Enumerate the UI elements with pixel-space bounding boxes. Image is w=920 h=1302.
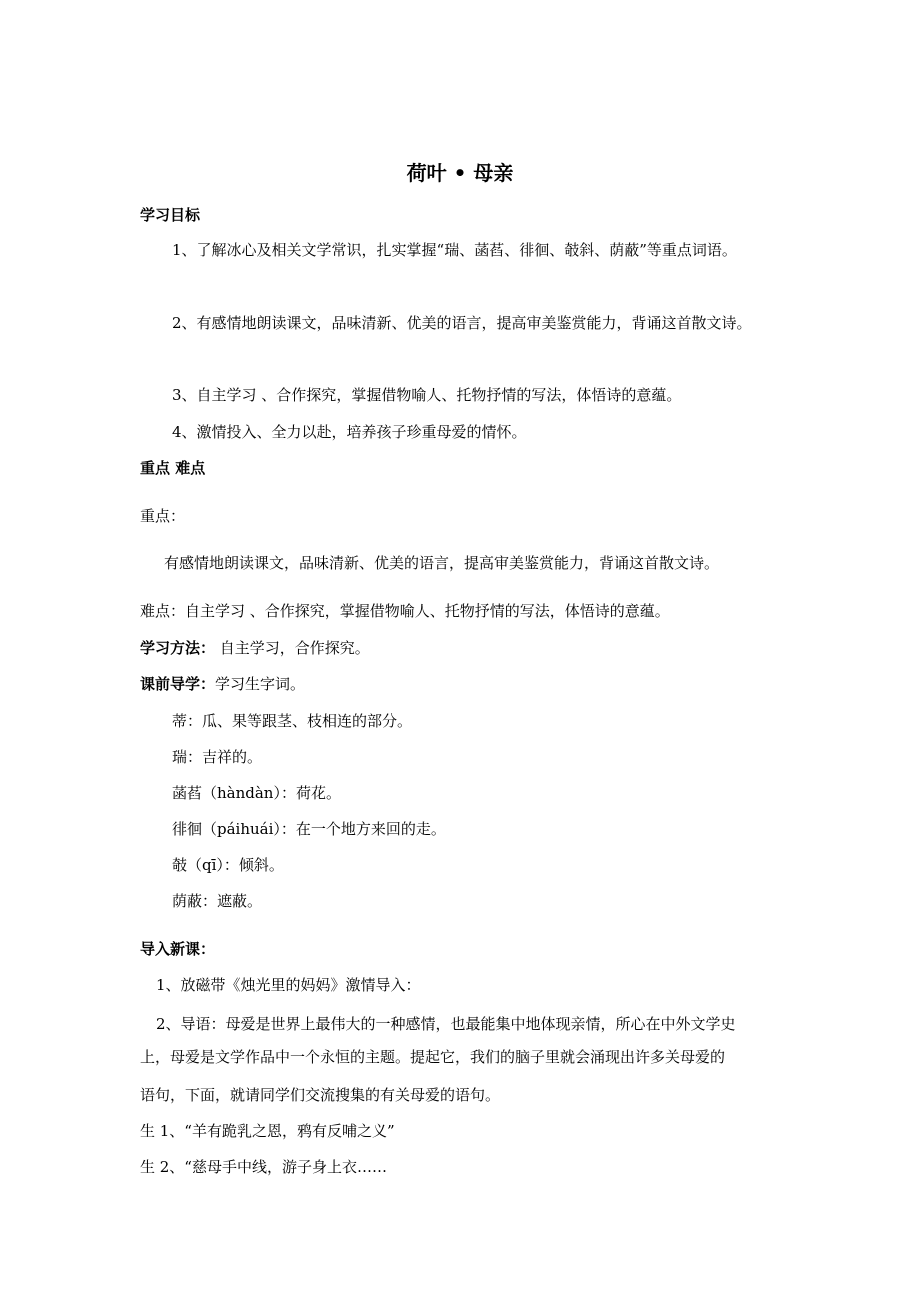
intro-item-2-line-1: 2、导语：母爱是世界上最伟大的一种感情，也最能集中地体现亲情，所心在中外文学史 <box>156 1015 736 1033</box>
word-item-qi: 攲（qī）：倾斜。 <box>172 856 284 874</box>
study-method-text: 自主学习，合作探究。 <box>215 639 370 657</box>
word-item-yinbi: 荫蔽：遮蔽。 <box>172 892 263 910</box>
preview-text: 学习生字词。 <box>215 675 306 693</box>
nandian-text: 难点：自主学习 、合作探究，掌握借物喻人、托物抒情的写法，体悟诗的意蕴。 <box>140 602 670 620</box>
intro-item-2-line-3: 语句，下面，就请同学们交流搜集的有关母爱的语句。 <box>140 1086 501 1104</box>
study-method <box>140 638 370 658</box>
student-answer-2: 生 2、“慈母手中线，游子身上衣…… <box>140 1158 387 1176</box>
student-answer-1: 生 1、“羊有跪乳之恩，鸦有反哺之义” <box>140 1122 395 1140</box>
objective-item-3: 3、自主学习 、合作探究，掌握借物喻人、托物抒情的写法，体悟诗的意蕴。 <box>172 386 682 404</box>
objective-item-2: 2、有感情地朗读课文，品味清新、优美的语言，提高审美鉴赏能力，背诵这首散文诗。 <box>172 314 752 332</box>
zhongdian-label: 重点： <box>140 507 186 525</box>
word-item-paihuai: 徘徊（páihuái）：在一个地方来回的走。 <box>172 820 446 838</box>
word-item-di: 蒂：瓜、果等跟茎、枝相连的部分。 <box>172 712 413 730</box>
study-method-label: 学习方法： <box>140 639 216 657</box>
key-points-heading: 重点 难点 <box>140 459 206 477</box>
word-item-handan: 菡萏（hàndàn）：荷花。 <box>172 784 341 802</box>
word-item-rui: 瑞：吉祥的。 <box>172 748 263 766</box>
intro-item-2-line-2: 上，母爱是文学作品中一个永恒的主题。提起它，我们的脑子里就会涌现出许多关母爱的 <box>140 1048 726 1066</box>
objective-item-1: 1、了解冰心及相关文学常识，扎实掌握“瑞、菡萏、徘徊、攲斜、荫蔽”等重点词语。 <box>172 241 737 259</box>
page-title: 荷叶 • 母亲 <box>406 161 514 185</box>
zhongdian-text: 有感情地朗读课文，品味清新、优美的语言，提高审美鉴赏能力，背诵这首散文诗。 <box>164 554 720 572</box>
preview-guide <box>140 674 305 694</box>
intro-heading: 导入新课： <box>140 940 216 958</box>
intro-item-1: 1、放磁带《烛光里的妈妈》激情导入： <box>156 976 421 994</box>
objectives-heading: 学习目标 <box>140 206 201 224</box>
preview-label: 课前导学： <box>140 675 216 693</box>
objective-item-4: 4、激情投入、全力以赴，培养孩子珍重母爱的情怀。 <box>172 423 527 441</box>
